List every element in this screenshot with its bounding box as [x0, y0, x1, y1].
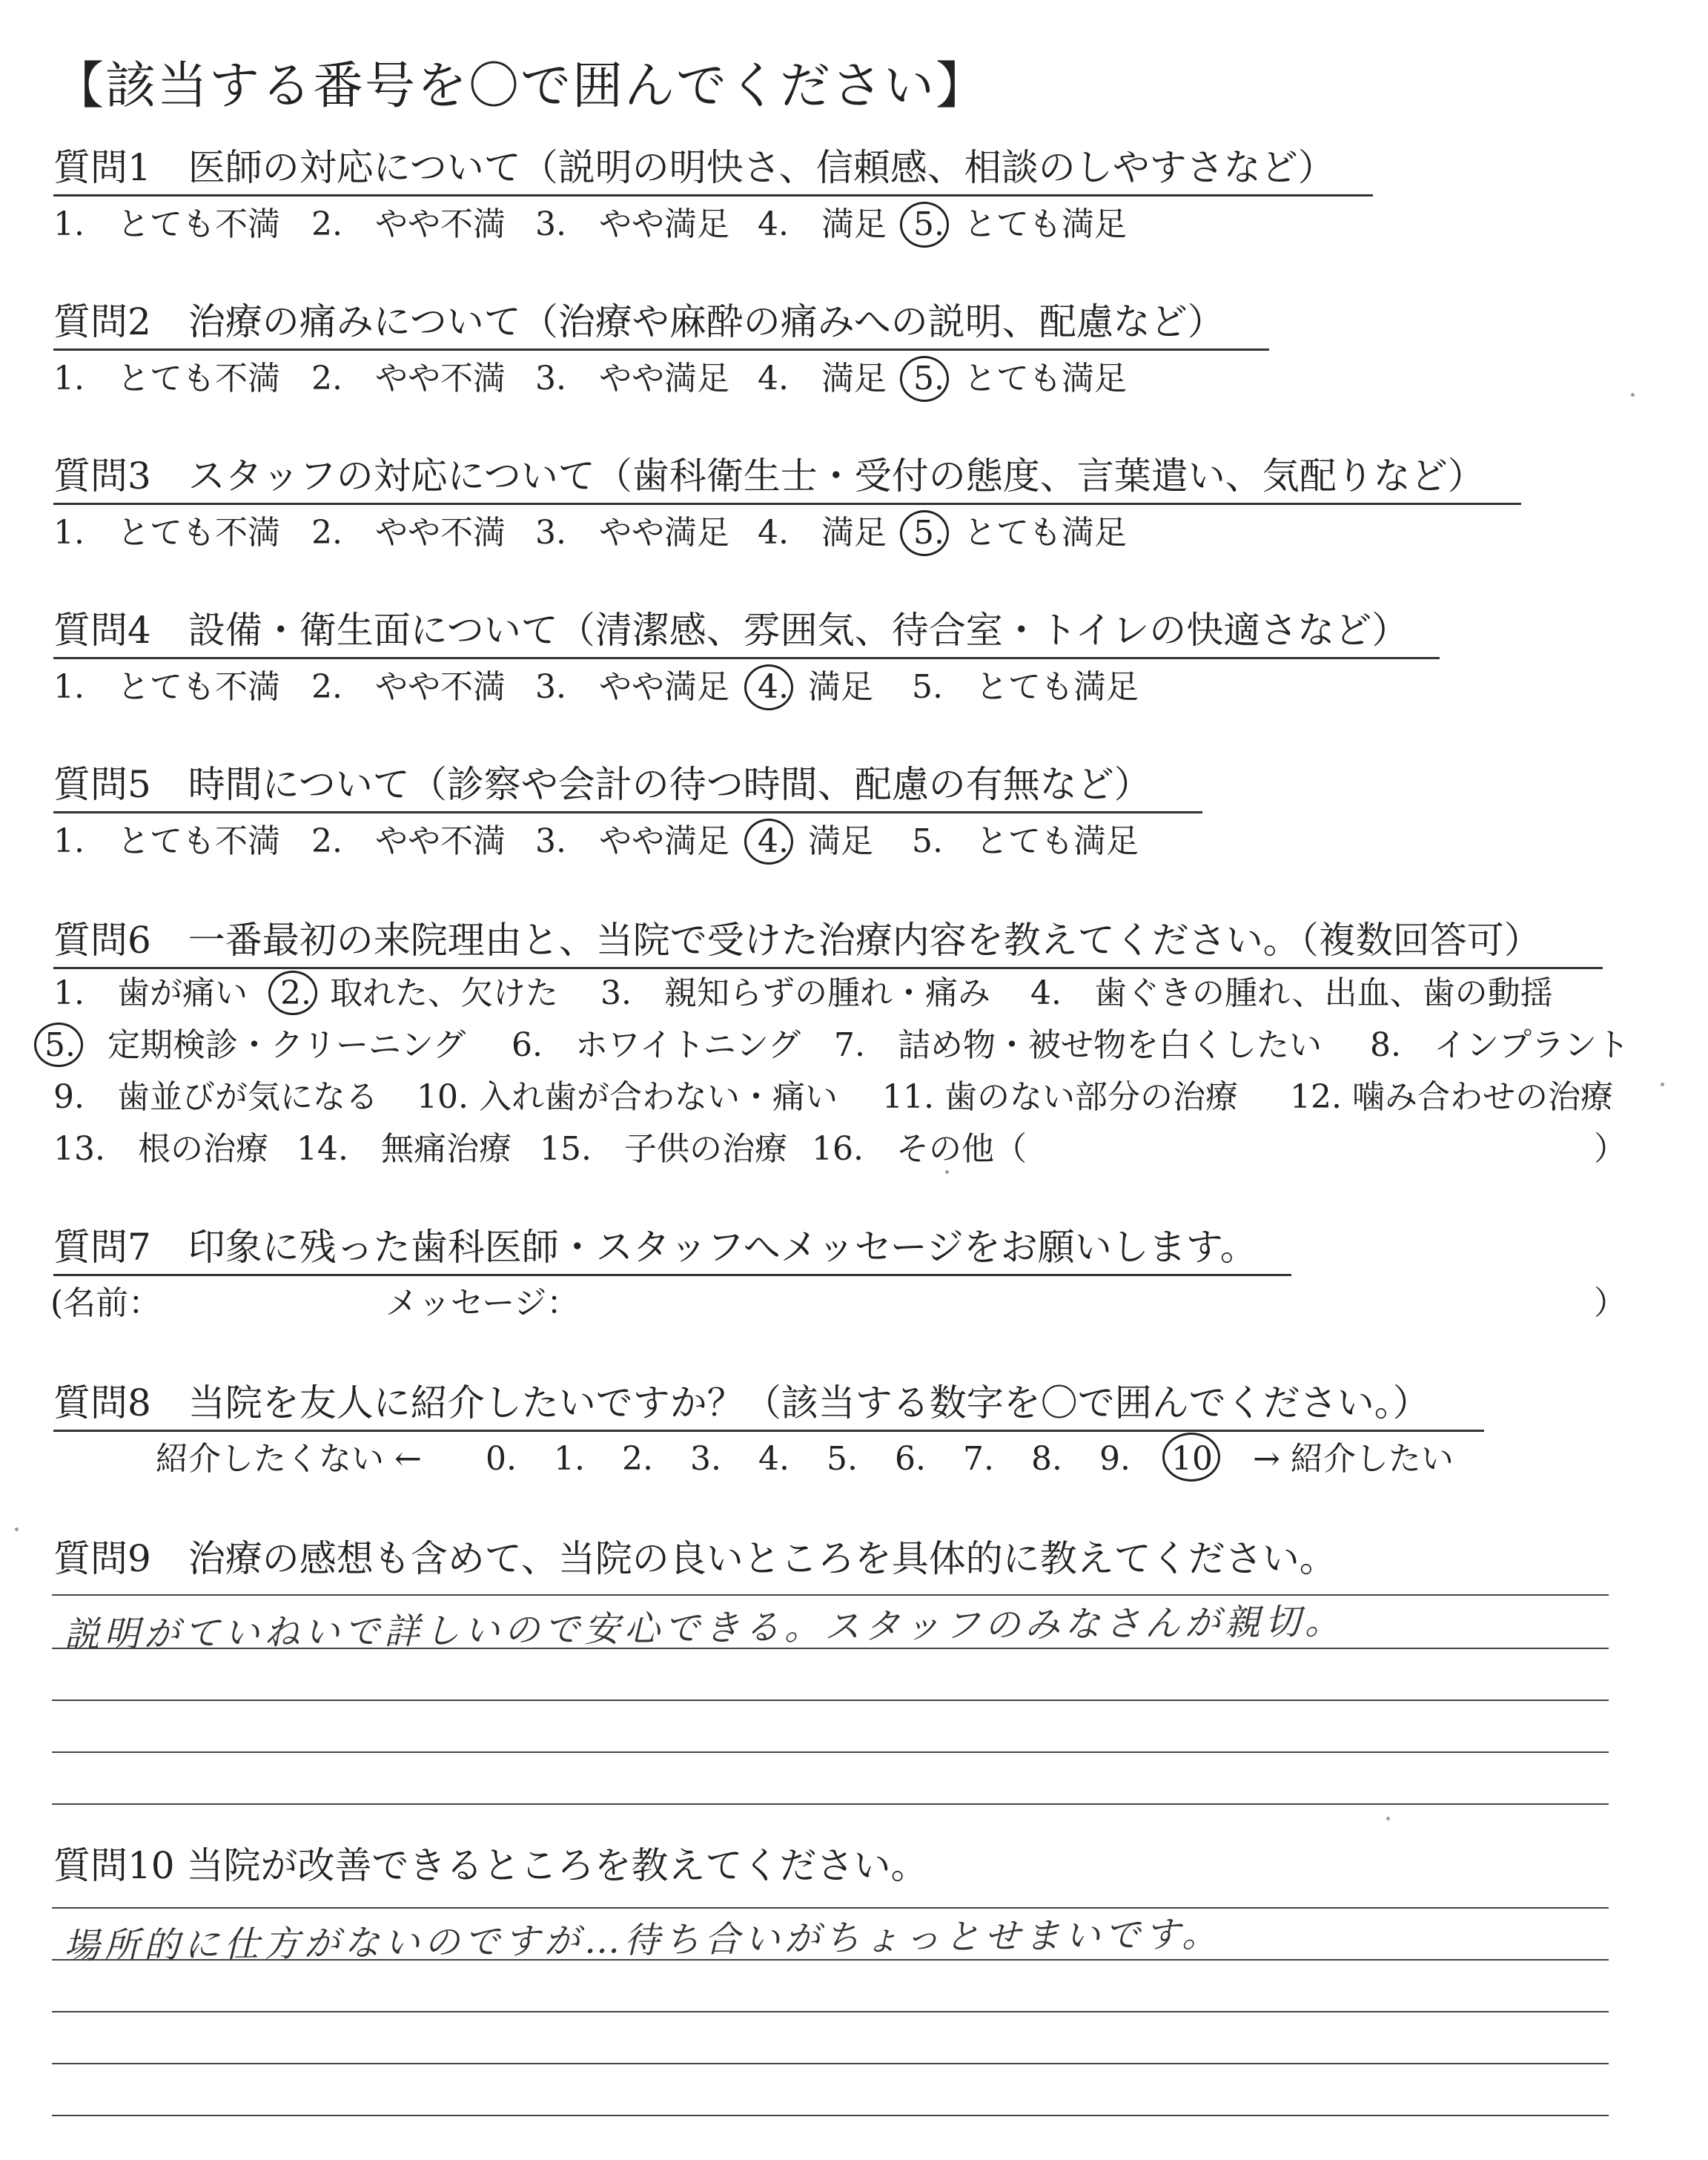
q3-option-2[interactable]: 2. やや不満	[311, 514, 506, 552]
question-9-label: 質問9 治療の感想も含めて、当院の良いところを具体的に教えてください。	[53, 1537, 1337, 1580]
q8-scale-9[interactable]: 9.	[1099, 1440, 1131, 1478]
q1-option-1[interactable]: 1. とても不満	[53, 205, 280, 243]
scan-speck	[1631, 393, 1635, 397]
q6-selected-circle-2	[268, 971, 317, 1015]
q4-option-4[interactable]: 4.	[758, 668, 789, 706]
q3-selected-circle	[900, 510, 949, 556]
q6-option-2-label: 取れた、欠けた	[330, 974, 558, 1012]
q3-option-1[interactable]: 1. とても不満	[53, 514, 280, 552]
q8-scale-7[interactable]: 7.	[963, 1440, 994, 1478]
question-1-label: 質問1 医師の対応について（説明の明快さ、信頼感、相談のしやすさなど）	[53, 146, 1335, 189]
q5-option-5[interactable]: 5. とても満足	[912, 822, 1139, 860]
q2-option-3[interactable]: 3. やや満足	[535, 360, 729, 397]
question-1-underline	[53, 194, 1373, 196]
q7-message-label: メッセージ：	[385, 1284, 580, 1322]
q9-answer-line-5	[52, 1803, 1609, 1805]
q1-selected-circle	[900, 202, 949, 248]
q8-scale-5[interactable]: 5.	[827, 1440, 858, 1478]
question-8-underline	[53, 1430, 1484, 1432]
q5-option-4-label: 満足	[808, 822, 873, 860]
q8-scale-10[interactable]: 10	[1171, 1440, 1213, 1478]
q8-selected-circle	[1162, 1433, 1220, 1482]
q4-option-2[interactable]: 2. やや不満	[311, 668, 506, 706]
question-6-underline	[53, 967, 1603, 969]
q1-option-2[interactable]: 2. やや不満	[311, 205, 506, 243]
question-5-label: 質問5 時間について（診察や会計の待つ時間、配慮の有無など）	[53, 763, 1151, 806]
q10-answer-line-5	[52, 2115, 1609, 2116]
q3-option-3[interactable]: 3. やや満足	[535, 514, 729, 552]
q5-option-4[interactable]: 4.	[758, 822, 789, 860]
q2-option-5-label: とても満足	[964, 360, 1127, 397]
q1-option-5[interactable]: 5.	[913, 205, 944, 243]
q6-option-13[interactable]: 13. 根の治療	[53, 1130, 268, 1168]
q6-option-1[interactable]: 1. 歯が痛い	[53, 974, 248, 1012]
q6-option-14[interactable]: 14. 無痛治療	[297, 1130, 512, 1168]
q6-option-16[interactable]: 16. その他（	[812, 1130, 1027, 1168]
q5-selected-circle	[744, 819, 793, 865]
page-title: 【該当する番号を〇で囲んでください】	[53, 57, 988, 116]
question-4-underline	[53, 657, 1440, 659]
q4-option-3[interactable]: 3. やや満足	[535, 668, 729, 706]
q10-answer-line-3	[52, 2011, 1609, 2012]
q5-option-3[interactable]: 3. やや満足	[535, 822, 729, 860]
q1-option-4[interactable]: 4. 満足	[758, 205, 887, 243]
q1-option-5-label: とても満足	[964, 205, 1127, 243]
q6-option-9[interactable]: 9. 歯並びが気になる	[53, 1078, 378, 1116]
q10-answer-line-1	[52, 1907, 1609, 1909]
q6-option-5[interactable]: 5.	[44, 1026, 76, 1064]
q1-option-3[interactable]: 3. やや満足	[535, 205, 729, 243]
q6-selected-circle-5	[34, 1023, 83, 1067]
question-2-underline	[53, 349, 1269, 351]
scan-speck	[1386, 1817, 1390, 1820]
q9-answer-line-1	[52, 1594, 1609, 1596]
question-8-label: 質問8 当院を友人に紹介したいですか？（該当する数字を〇で囲んでください。）	[53, 1381, 1430, 1424]
q9-answer-line-4	[52, 1751, 1609, 1753]
q8-scale-1[interactable]: 1.	[554, 1440, 585, 1478]
q4-option-5[interactable]: 5. とても満足	[912, 668, 1139, 706]
q10-handwritten-answer: 場所的に仕方がないのですが…待ち合いがちょっとせまいです。	[63, 1913, 1222, 1967]
scan-speck	[1661, 1083, 1664, 1086]
q10-answer-line-4	[52, 2063, 1609, 2064]
question-7-label: 質問7 印象に残った歯科医師・スタッフへメッセージをお願いします。	[53, 1226, 1257, 1269]
scan-speck	[945, 1170, 949, 1174]
q6-option-10[interactable]: 10. 入れ歯が合わない・痛い	[417, 1078, 838, 1116]
q6-option-7[interactable]: 7. 詰め物・被せ物を白くしたい	[834, 1026, 1322, 1064]
scan-speck	[15, 1527, 19, 1531]
q6-option-3[interactable]: 3. 親知らずの腫れ・痛み	[600, 974, 990, 1012]
q3-option-5-label: とても満足	[964, 514, 1127, 552]
question-7-underline	[53, 1274, 1291, 1276]
q2-option-5[interactable]: 5.	[913, 360, 944, 397]
q9-answer-line-3	[52, 1700, 1609, 1701]
q6-option-2[interactable]: 2.	[280, 974, 311, 1012]
question-5-underline	[53, 811, 1202, 813]
q6-option-4[interactable]: 4. 歯ぐきの腫れ、出血、歯の動揺	[1030, 974, 1553, 1012]
q10-answer-line-2	[52, 1959, 1609, 1961]
q6-other-close-paren: ）	[1594, 1130, 1626, 1168]
q8-right-label: → 紹介したい	[1253, 1440, 1454, 1478]
q4-option-4-label: 満足	[808, 668, 873, 706]
q3-option-5[interactable]: 5.	[913, 514, 944, 552]
q7-name-label: (名前：	[50, 1284, 162, 1322]
q2-option-4[interactable]: 4. 満足	[758, 360, 887, 397]
question-6-label: 質問6 一番最初の来院理由と、当院で受けた治療内容を教えてください。（複数回答可）	[53, 919, 1541, 962]
q7-close-paren: ）	[1594, 1284, 1626, 1322]
q2-selected-circle	[900, 356, 949, 402]
q6-option-15[interactable]: 15. 子供の治療	[540, 1130, 787, 1168]
question-2-label: 質問2 治療の痛みについて（治療や麻酔の痛みへの説明、配慮など）	[53, 300, 1225, 343]
question-10-label: 質問10 当院が改善できるところを教えてください。	[53, 1844, 928, 1887]
question-3-label: 質問3 スタッフの対応について（歯科衛生士・受付の態度、言葉遣い、気配りなど）	[53, 455, 1485, 498]
q2-option-2[interactable]: 2. やや不満	[311, 360, 506, 397]
q5-option-1[interactable]: 1. とても不満	[53, 822, 280, 860]
q8-scale-8[interactable]: 8.	[1031, 1440, 1062, 1478]
q3-option-4[interactable]: 4. 満足	[758, 514, 887, 552]
question-4-label: 質問4 設備・衛生面について（清潔感、雰囲気、待合室・トイレの快適さなど）	[53, 609, 1409, 652]
q6-option-6[interactable]: 6. ホワイトニング	[512, 1026, 801, 1064]
q8-left-label: 紹介したくない ←	[156, 1440, 422, 1478]
q9-answer-line-2	[52, 1648, 1609, 1649]
q8-scale-3[interactable]: 3.	[690, 1440, 721, 1478]
q4-option-1[interactable]: 1. とても不満	[53, 668, 280, 706]
q8-scale-0[interactable]: 0.	[486, 1440, 517, 1478]
q6-option-11[interactable]: 11. 歯のない部分の治療	[882, 1078, 1238, 1116]
q6-option-8[interactable]: 8. インプラント	[1370, 1026, 1629, 1064]
q9-handwritten-answer: 説明がていねいで詳しいので安心できる。スタッフのみなさんが親切。	[63, 1600, 1345, 1656]
q5-option-2[interactable]: 2. やや不満	[311, 822, 506, 860]
q8-scale-4[interactable]: 4.	[758, 1440, 790, 1478]
q6-option-5-label: 定期検診・クリーニング	[107, 1026, 466, 1064]
question-3-underline	[53, 503, 1521, 505]
q4-selected-circle	[744, 664, 793, 710]
q8-scale-6[interactable]: 6.	[895, 1440, 926, 1478]
q2-option-1[interactable]: 1. とても不満	[53, 360, 280, 397]
q8-scale-2[interactable]: 2.	[622, 1440, 653, 1478]
q6-option-12[interactable]: 12. 噛み合わせの治療	[1290, 1078, 1613, 1116]
